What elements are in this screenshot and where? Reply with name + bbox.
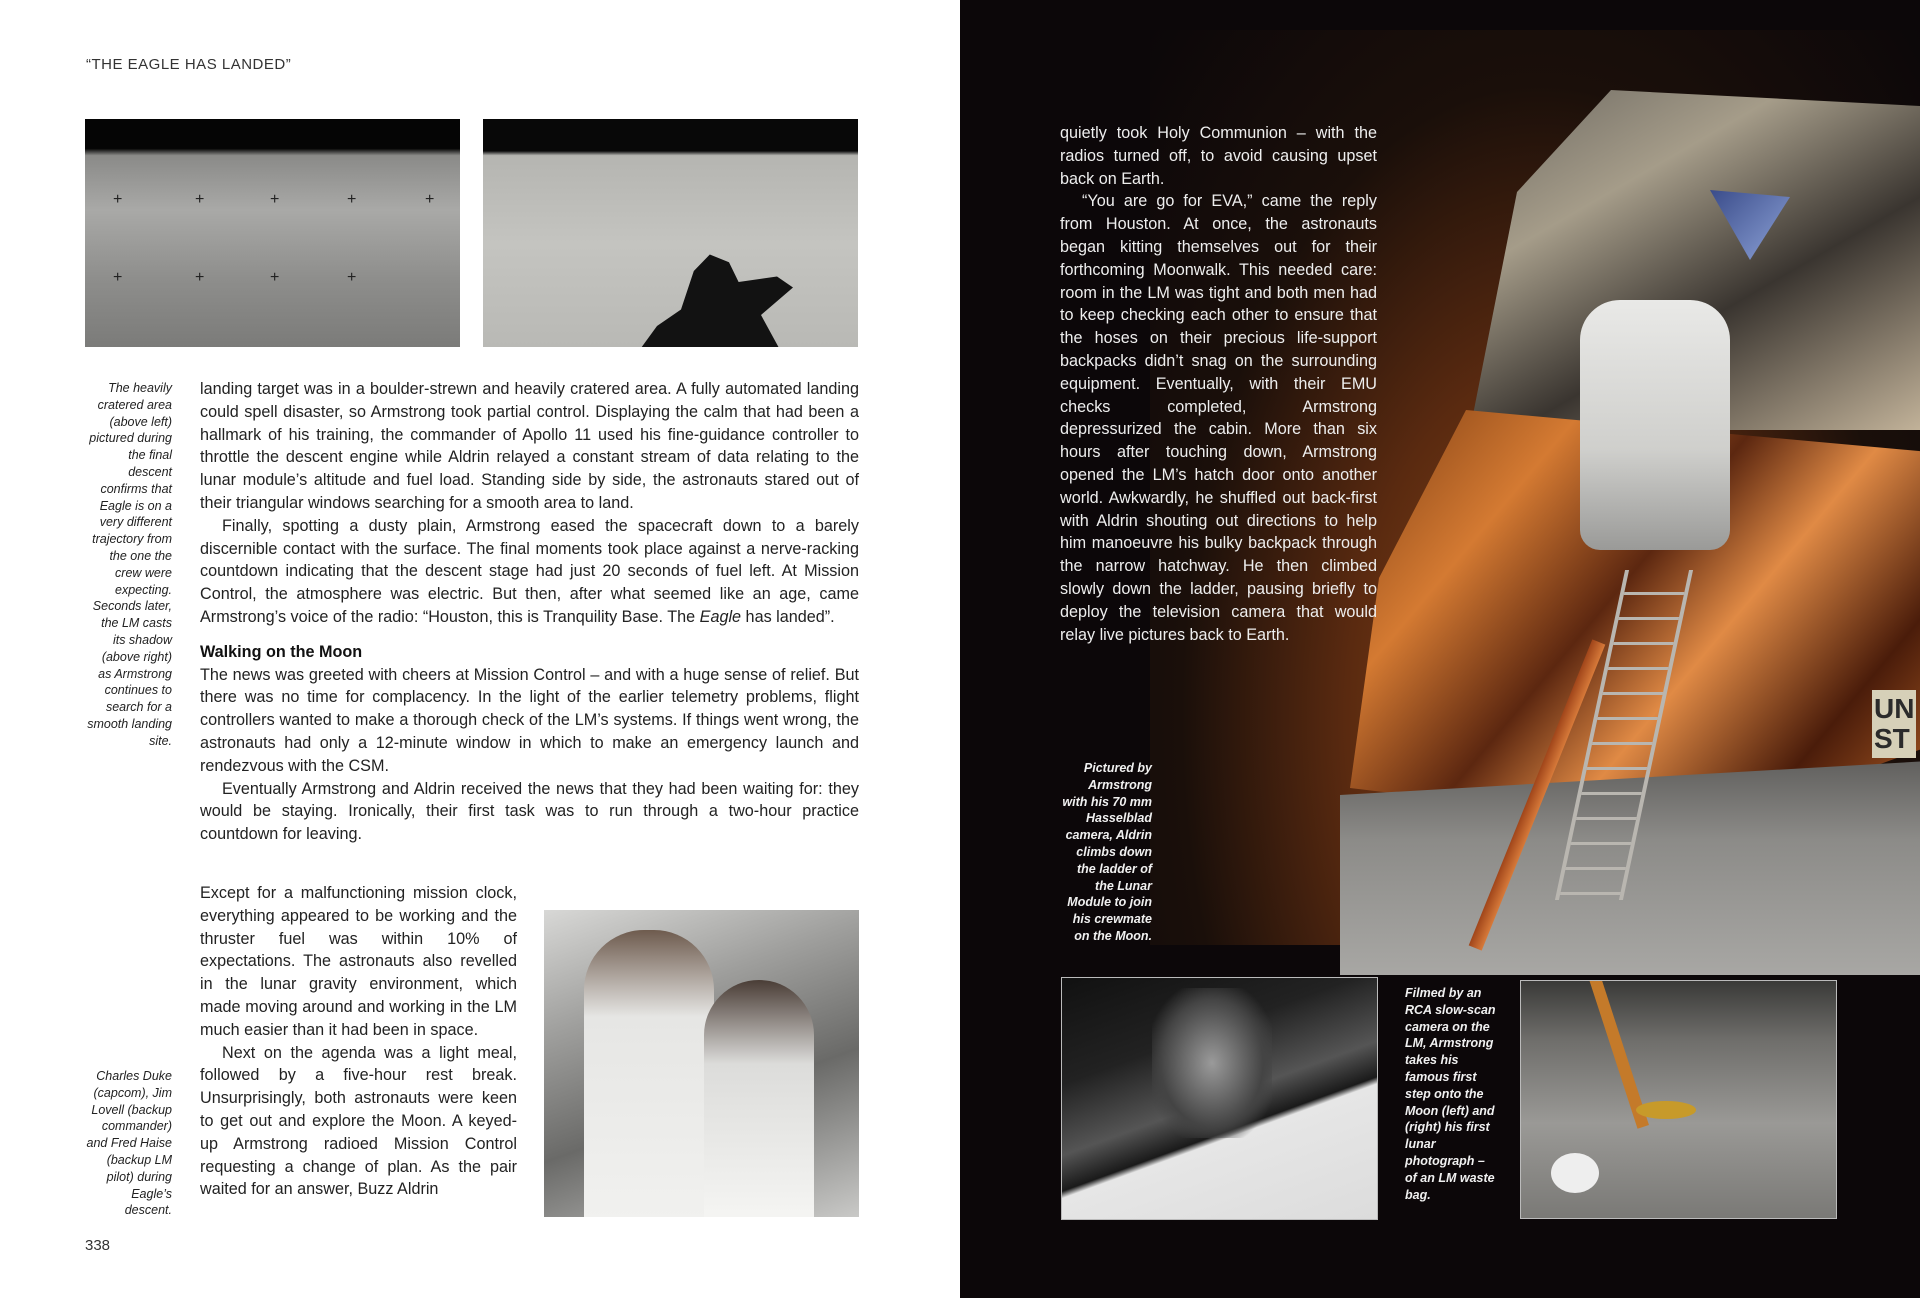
crosshair-icon: + — [270, 269, 280, 286]
right-text-column — [1060, 122, 1377, 646]
person-figure — [584, 930, 714, 1217]
astronaut-figure — [1580, 300, 1730, 550]
text-span: Finally, spotting a dusty plain, Armstrong eased the spacecraft down to a barely discernible contact with the surface. The final moments took place against a nerve-racking countdown indicating that the descent stage had just 20 seconds of fuel left. At Mission Control, the atmosphere was electric. But then, after what seemed like an age, came Armstrong’s voice of the radio: “Houston, this is Tranquility Base. The — [200, 516, 859, 626]
text-span: has landed”. — [741, 607, 835, 626]
paragraph: Eventually Armstrong and Aldrin received the news that they had been waiting for: they would be staying. Ironically, their first task was to run through a two-hour practice countdown for leaving. — [200, 779, 859, 844]
caption-craters: The heavily cratered area (above left) pictured during the final descent confirms that Eagle is on a very different trajectory from the one the crew were expecting. Seconds later, the LM casts its shadow (above right) as Armstrong continues to search for a smooth landing site. — [87, 381, 172, 748]
crosshair-icon: + — [113, 191, 123, 208]
crosshair-icon: + — [195, 191, 205, 208]
running-header: “THE EAGLE HAS LANDED” — [86, 56, 292, 73]
text-emphasis: Eagle — [699, 607, 742, 626]
main-text-column — [200, 378, 859, 846]
waste-bag — [1551, 1153, 1599, 1193]
lm-shadow-shape — [633, 249, 793, 347]
caption-mission-control: Charles Duke (capcom), Jim Lovell (backup commander) and Fred Haise (backup LM pilot) during Eagle’s descent. — [86, 1069, 172, 1218]
paragraph: Except for a malfunctioning mission clock, everything appeared to be working and the thruster fuel was within 10% of expectations. The astronauts also revelled in the lunar gravity environment, which made moving around and working in the LM much easier than it had been in space. — [200, 884, 517, 1039]
crosshair-icon: + — [347, 191, 357, 208]
caption-aldrin-ladder: Pictured by Armstrong with his 70 mm Hasselblad camera, Aldrin climbs down the ladder of the Lunar Module to join his crewmate on the Moon. — [1062, 761, 1152, 943]
photo-cratered-area — [85, 119, 460, 347]
paragraph: quietly took Holy Communion – with the radios turned off, to avoid causing upset back on Earth. — [1060, 124, 1377, 188]
photo-mission-control — [544, 910, 859, 1217]
photo-first-step — [1061, 977, 1378, 1220]
right-page — [960, 0, 1920, 1298]
paragraph: “You are go for EVA,” came the reply from Houston. At once, the astronauts began kitting themselves out for their forthcoming Moonwalk. This needed care: room in the LM was tight and both men had to keep checking each other to ensure that the hoses on their precious life-support backpacks didn’t snag on the surrounding equipment. Eventually, with their EMU checks completed, Armstrong depressurized the cabin. More than six hours after touching down, Armstrong opened the LM’s hatch door onto another world. Awkwardly, he shuffled out back-first with Aldrin shouting out directions to help him manoeuvre his bulky backpack through the narrow hatchway. He then climbed slowly down the ladder, pausing briefly to deploy the television camera that would relay live pictures back to Earth. — [1060, 192, 1377, 644]
crosshair-icon: + — [270, 191, 280, 208]
paragraph: landing target was in a boulder-strewn and heavily cratered area. A fully automated landing could spell disaster, so Armstrong took partial control. Displaying the calm that had been a hallmark of his training, the commander of Apollo 11 used his fine-guidance controller to throttle the descent engine while Aldrin relayed a constant stream of data relating to the lunar module’s altitude and fuel load. Standing side by side, the astronauts stared out of their triangular windows searching for a smooth area to land. — [200, 380, 859, 512]
paragraph — [200, 515, 859, 629]
lm-footpad — [1636, 1101, 1696, 1119]
caption-first-step: Filmed by an RCA slow-scan camera on the LM, Armstrong takes his famous first step onto the Moon (left) and (right) his first lunar photograph – of an LM waste bag. — [1405, 986, 1496, 1202]
crosshair-icon: + — [113, 269, 123, 286]
astronaut-silhouette — [1152, 988, 1272, 1138]
subheading: Walking on the Moon — [200, 642, 363, 661]
paragraph: Next on the agenda was a light meal, followed by a five-hour rest break. Unsurprisingly, both astronauts were keen to get out and explore the Moon. A keyed-up Armstrong radioed Mission Control requesting a change of plan. As the pair waited for an answer, Buzz Aldrin — [200, 1043, 517, 1199]
person-figure — [704, 980, 814, 1217]
crosshair-icon: + — [425, 191, 435, 208]
photo-waste-bag — [1520, 980, 1837, 1219]
photo-lm-shadow — [483, 119, 858, 347]
narrow-text-column — [200, 882, 517, 1201]
paragraph: The news was greeted with cheers at Mission Control – and with a huge sense of relief. But there was no time for complacency. In the light of the earlier telemetry problems, flight controllers wanted to make a thorough check of the LM’s systems. If things went wrong, the astronauts had only a 12-minute window in which to make an emergency launch and rendezvous with the CSM. — [200, 665, 859, 775]
page-number: 338 — [85, 1237, 111, 1254]
crosshair-icon: + — [195, 269, 205, 286]
lm-flag-marking: UN ST — [1872, 690, 1916, 758]
crosshair-icon: + — [347, 269, 357, 286]
